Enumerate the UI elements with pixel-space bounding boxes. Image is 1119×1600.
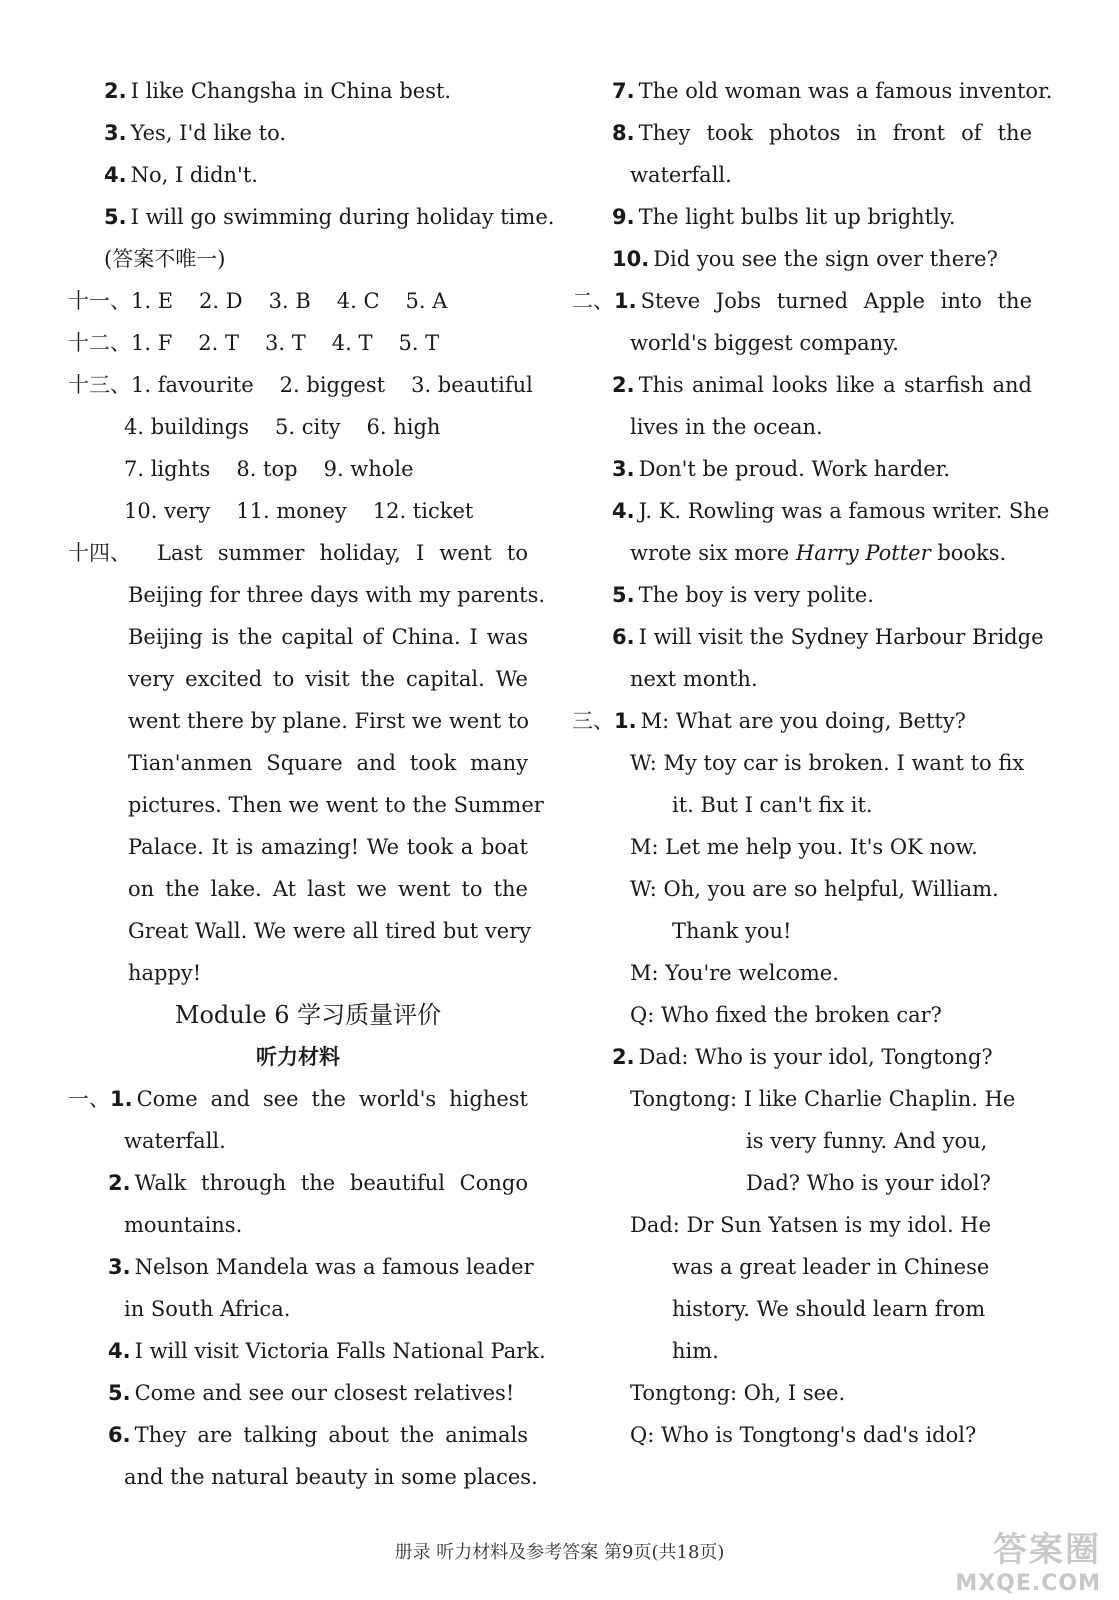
answer-line: 9. The light bulbs lit up brightly. (612, 205, 956, 229)
section-13-row: 4. buildings 5. city 6. high (124, 415, 441, 439)
essay-line: pictures. Then we went to the Summer (128, 793, 544, 817)
page-footer: 册录 听力材料及参考答案 第9页(共18页) (394, 1542, 725, 1563)
dialogue-line: 2. Dad: Who is your idol, Tongtong? (612, 1045, 993, 1069)
listening-line: and the natural beauty in some places. (124, 1465, 538, 1489)
answer-line: 4. No, I didn't. (104, 163, 258, 187)
answer-line: 7. The old woman was a famous inventor. (612, 79, 1053, 103)
module-title: Module 6 学习质量评价 (174, 1001, 442, 1029)
dialogue-line: W: My toy car is broken. I want to fix (630, 751, 1025, 775)
listening-line: in South Africa. (124, 1297, 291, 1321)
answer-line: 3. Yes, I'd like to. (104, 121, 287, 145)
watermark-text: 答案圈 (993, 1530, 1101, 1570)
section-2-line: lives in the ocean. (630, 415, 823, 439)
dialogue-line: it. But I can't fix it. (672, 793, 873, 817)
section-2-line: 二、1. Steve Jobs turned Apple into the (572, 289, 1032, 313)
essay-line: Beijing for three days with my parents. (128, 583, 546, 607)
dialogue-line: Thank you! (672, 919, 792, 943)
dialogue-line: Tongtong: I like Charlie Chaplin. He (630, 1087, 1016, 1111)
section-2-line: next month. (630, 667, 758, 691)
answer-line: 10. Did you see the sign over there? (612, 247, 998, 271)
answer-line: 5. I will go swimming during holiday time. (104, 205, 555, 229)
essay-line: Tian'anmen Square and took many (128, 751, 528, 775)
listening-title: 听力材料 (256, 1045, 340, 1069)
section-2-line: wrote six more Harry Potter books. (630, 541, 1007, 565)
section-13-row: 十三、1. favourite 2. biggest 3. beautiful (68, 373, 533, 397)
dialogue-line: Tongtong: Oh, I see. (630, 1381, 846, 1405)
essay-line: Beijing is the capital of China. I was (128, 625, 528, 649)
dialogue-line: W: Oh, you are so helpful, William. (630, 877, 999, 901)
right-column (572, 70, 1053, 1456)
dialogue-line: Q: Who fixed the broken car? (630, 1003, 942, 1027)
answer-line: 2. I like Changsha in China best. (104, 79, 452, 103)
listening-line: 3. Nelson Mandela was a famous leader (108, 1255, 534, 1279)
section-13-row: 7. lights 8. top 9. whole (124, 457, 414, 481)
answer-line: waterfall. (630, 163, 732, 187)
section-2-line: 6. I will visit the Sydney Harbour Bridge (612, 625, 1044, 649)
section-12: 十二、1. F 2. T 3. T 4. T 5. T (68, 331, 440, 355)
essay-line: went there by plane. First we went to (128, 709, 529, 733)
dialogue-line: 三、1. M: What are you doing, Betty? (572, 709, 966, 733)
dialogue-line: history. We should learn from (672, 1297, 986, 1321)
essay-line: very excited to visit the capital. We (128, 667, 528, 691)
listening-line: 一、1. Come and see the world's highest (68, 1087, 528, 1111)
listening-line: mountains. (124, 1213, 243, 1237)
answer-note: (答案不唯一) (104, 247, 226, 271)
left-column (68, 70, 555, 1498)
dialogue-line: Dad: Dr Sun Yatsen is my idol. He (630, 1213, 992, 1237)
dialogue-line: was a great leader in Chinese (672, 1255, 990, 1279)
watermark-url: MXQE.COM (955, 1571, 1101, 1596)
listening-line: 6. They are talking about the animals (108, 1423, 528, 1447)
listening-line: waterfall. (124, 1129, 226, 1153)
section-13-row: 10. very 11. money 12. ticket (124, 499, 474, 523)
essay-line: Palace. It is amazing! We took a boat (128, 835, 528, 859)
section-11: 十一、1. E 2. D 3. B 4. C 5. A (68, 289, 448, 313)
dialogue-line: M: You're welcome. (630, 961, 839, 985)
dialogue-line: Q: Who is Tongtong's dad's idol? (630, 1423, 977, 1447)
section-2-line: 2. This animal looks like a starfish and (612, 373, 1032, 397)
dialogue-line: him. (672, 1339, 719, 1363)
listening-line: 4. I will visit Victoria Falls National Park. (108, 1339, 546, 1363)
listening-line: 2. Walk through the beautiful Congo (108, 1171, 528, 1195)
listening-line: 5. Come and see our closest relatives! (108, 1381, 515, 1405)
section-2-line: 4. J. K. Rowling was a famous writer. She (612, 499, 1050, 523)
section-2-line: world's biggest company. (630, 331, 899, 355)
essay-line: happy! (128, 961, 202, 985)
essay-line: 十四、 Last summer holiday, I went to (68, 541, 528, 565)
answer-line: 8. They took photos in front of the (612, 121, 1032, 145)
essay-line: Great Wall. We were all tired but very (128, 919, 532, 943)
watermark-logo (881, 1522, 1101, 1596)
section-2-line: 3. Don't be proud. Work harder. (612, 457, 951, 481)
dialogue-line: is very funny. And you, (746, 1129, 988, 1153)
section-2-line: 5. The boy is very polite. (612, 583, 874, 607)
dialogue-line: M: Let me help you. It's OK now. (630, 835, 978, 859)
dialogue-line: Dad? Who is your idol? (746, 1171, 991, 1195)
essay-line: on the lake. At last we went to the (128, 877, 528, 901)
